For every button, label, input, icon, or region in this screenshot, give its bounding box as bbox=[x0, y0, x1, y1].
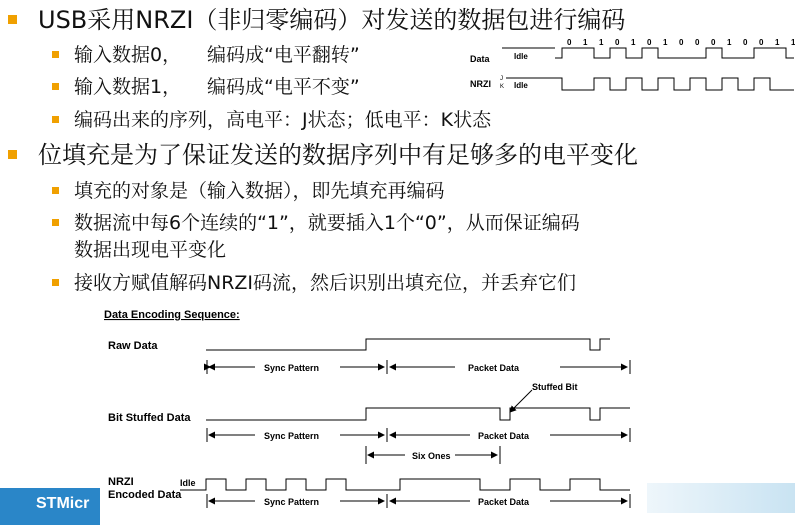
logo-text: STMicr bbox=[36, 495, 90, 512]
stuffed-bit-label: Stuffed Bit bbox=[532, 382, 578, 392]
bullet-text-continued: 数据出现电平变化 bbox=[74, 239, 227, 261]
nrzi-row-label: NRZI bbox=[470, 79, 491, 89]
bit-value: 0 bbox=[695, 38, 700, 47]
st-logo bbox=[0, 488, 100, 525]
data-row-label: Data bbox=[470, 54, 490, 64]
bullet-text: 编码成“电平不变” bbox=[207, 76, 360, 98]
bit-value: 1 bbox=[583, 38, 588, 47]
bit-value: 1 bbox=[631, 38, 636, 47]
bit-value: 1 bbox=[727, 38, 732, 47]
data-encoding-sequence-diagram bbox=[100, 302, 660, 512]
bullet-text: USB采用NRZI（非归零编码）对发送的数据包进行编码 bbox=[38, 6, 626, 34]
idle-label: Idle bbox=[180, 478, 196, 488]
bit-value-row bbox=[567, 38, 795, 47]
nrzi-example-diagram bbox=[462, 36, 795, 96]
bullet-text: 输入数据0， bbox=[74, 44, 182, 66]
bullet-marker bbox=[52, 219, 59, 226]
bit-value: 0 bbox=[567, 38, 572, 47]
packet-data-label: Packet Data bbox=[478, 497, 530, 507]
bit-value: 1 bbox=[791, 38, 795, 47]
bit-value: 0 bbox=[679, 38, 684, 47]
bit-value: 0 bbox=[711, 38, 716, 47]
bullet-text: 填充的对象是（输入数据），即先填充再编码 bbox=[74, 180, 445, 202]
bullet-marker bbox=[52, 279, 59, 286]
nrzi-label: NRZI bbox=[108, 476, 134, 488]
bit-stuffed-label: Bit Stuffed Data bbox=[108, 412, 191, 424]
sync-pattern-label: Sync Pattern bbox=[264, 363, 320, 373]
bit-value: 0 bbox=[647, 38, 652, 47]
packet-data-label: Packet Data bbox=[478, 431, 530, 441]
bullet-marker bbox=[8, 150, 17, 159]
bit-value: 1 bbox=[663, 38, 668, 47]
bullet-marker bbox=[52, 116, 59, 123]
encoded-data-label: Encoded Data bbox=[108, 489, 182, 501]
bullet-text: 数据流中每6个连续的“1”，就要插入1个“0”，从而保证编码 bbox=[74, 212, 580, 234]
k-mark: K bbox=[500, 84, 505, 90]
j-mark: J bbox=[500, 76, 503, 82]
nrzi-waveform bbox=[506, 78, 794, 90]
bit-value: 0 bbox=[743, 38, 748, 47]
footer-gradient-band bbox=[647, 483, 795, 513]
bullet-text: 编码出来的序列，高电平：J状态；低电平：K状态 bbox=[74, 109, 492, 131]
idle-label: Idle bbox=[514, 52, 528, 61]
bullet-text: 编码成“电平翻转” bbox=[207, 44, 360, 66]
packet-data-label: Packet Data bbox=[468, 363, 520, 373]
raw-data-label: Raw Data bbox=[108, 340, 158, 352]
bullet-marker bbox=[8, 15, 17, 24]
raw-data-waveform bbox=[206, 339, 610, 350]
sync-pattern-label: Sync Pattern bbox=[264, 497, 320, 507]
bullet-marker bbox=[52, 187, 59, 194]
bit-value: 0 bbox=[759, 38, 764, 47]
bullet-text: 接收方赋值解码NRZI码流，然后识别出填充位，并丢弃它们 bbox=[74, 272, 577, 294]
bullet-marker bbox=[52, 83, 59, 90]
six-ones-label: Six Ones bbox=[412, 451, 451, 461]
bit-value: 1 bbox=[775, 38, 780, 47]
diagram-title: Data Encoding Sequence: bbox=[104, 309, 240, 321]
bullet-text: 位填充是为了保证发送的数据序列中有足够多的电平变化 bbox=[38, 141, 638, 169]
nrzi-encoded-waveform bbox=[180, 479, 630, 490]
idle-label: Idle bbox=[514, 81, 528, 90]
stuffed-bit-arrow bbox=[510, 390, 532, 412]
data-waveform bbox=[502, 48, 794, 58]
bit-value: 0 bbox=[615, 38, 620, 47]
bullet-text: 输入数据1， bbox=[74, 76, 182, 98]
bit-value: 1 bbox=[599, 38, 604, 47]
bit-stuffed-waveform bbox=[206, 408, 630, 420]
bullet-marker bbox=[52, 51, 59, 58]
sync-pattern-label: Sync Pattern bbox=[264, 431, 320, 441]
